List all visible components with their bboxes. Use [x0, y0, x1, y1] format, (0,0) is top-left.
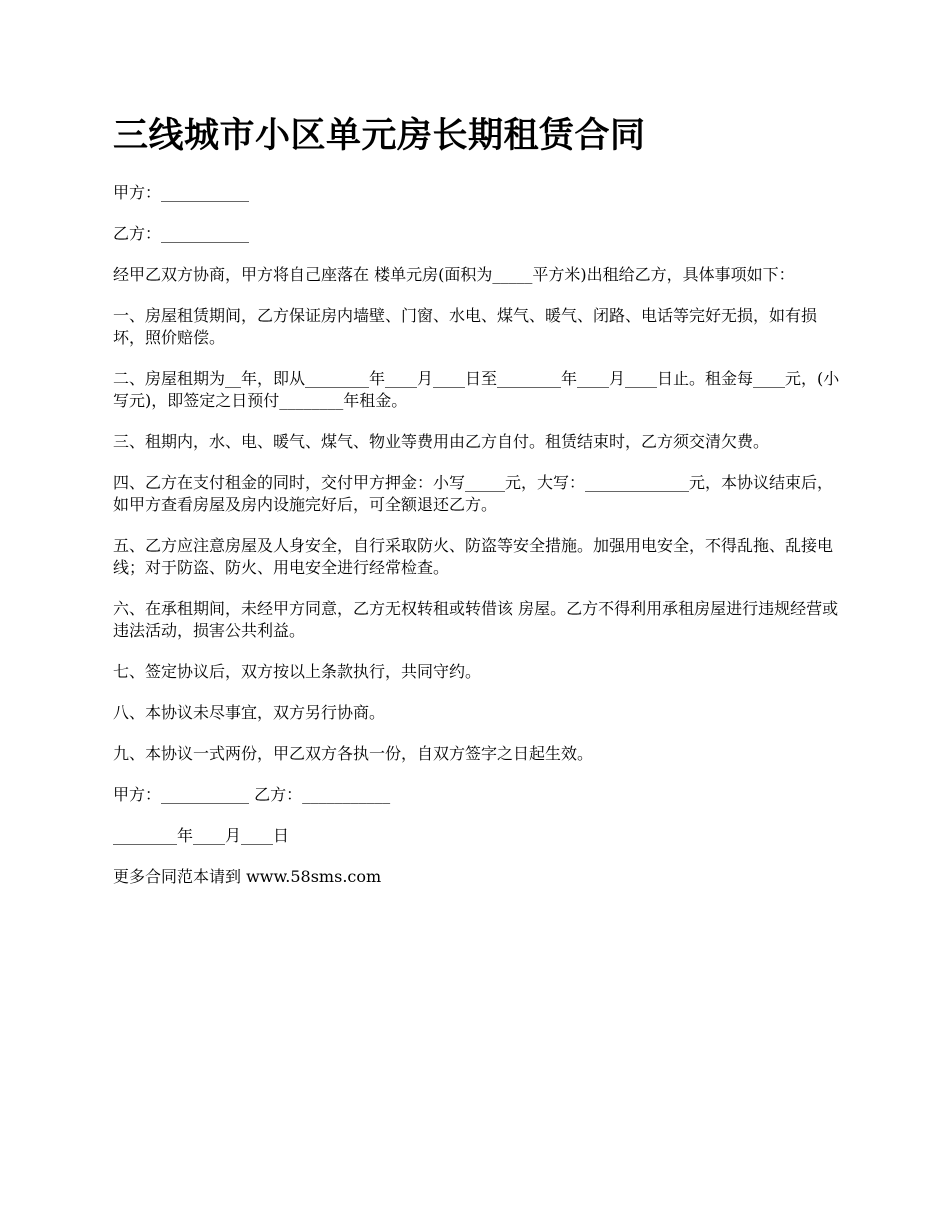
clause-9: 九、本协议一式两份，甲乙双方各执一份，自双方签字之日起生效。 — [113, 744, 594, 763]
footer-note: 更多合同范本请到 www.58sms.com — [113, 867, 382, 886]
document-title: 三线城市小区单元房长期租赁合同 — [113, 116, 646, 156]
clause-7: 七、签定协议后，双方按以上条款执行，共同守约。 — [113, 662, 482, 681]
document-page — [113, 112, 841, 888]
clause-5: 五、乙方应注意房屋及人身安全，自行采取防火、防盗等安全措施。加强用电安全，不得乱拖、乱接电线；对于防盗、防火、用电安全进行经常检查。 — [113, 536, 834, 577]
clause-3: 三、租期内，水、电、暖气、煤气、物业等费用由乙方自付。租赁结束时，乙方须交清欠费。 — [113, 432, 770, 451]
clause-6: 六、在承租期间，未经甲方同意，乙方无权转租或转借该 房屋。乙方不得利用承租房屋进行违规经营或违法活动，损害公共利益。 — [113, 599, 839, 640]
clause-8: 八、本协议未尽事宜，双方另行协商。 — [113, 703, 386, 722]
clause-1: 一、房屋租赁期间，乙方保证房内墙壁、门窗、水电、煤气、暖气、闭路、电话等完好无损，如有损坏，照价赔偿。 — [113, 306, 818, 347]
clause-2: 二、房屋租期为__年，即从________年____月____日至________年____月____日止。租金每____元，(小写元)，即签定之日预付________年租金。 — [113, 369, 840, 410]
signature-line: 甲方：___________ 乙方：___________ — [113, 785, 391, 804]
clause-4: 四、乙方在支付租金的同时，交付甲方押金：小写_____元，大写：_____________元，本协议结束后，如甲方查看房屋及房内设施完好后，可全额退还乙方。 — [113, 473, 834, 514]
date-line: ________年____月____日 — [113, 826, 290, 845]
party-b-line: 乙方：___________ — [113, 224, 250, 243]
intro-paragraph: 经甲乙双方协商，甲方将自己座落在 楼单元房(面积为_____平方米)出租给乙方，具体事项如下： — [113, 265, 795, 284]
party-a-line: 甲方：___________ — [113, 183, 250, 202]
